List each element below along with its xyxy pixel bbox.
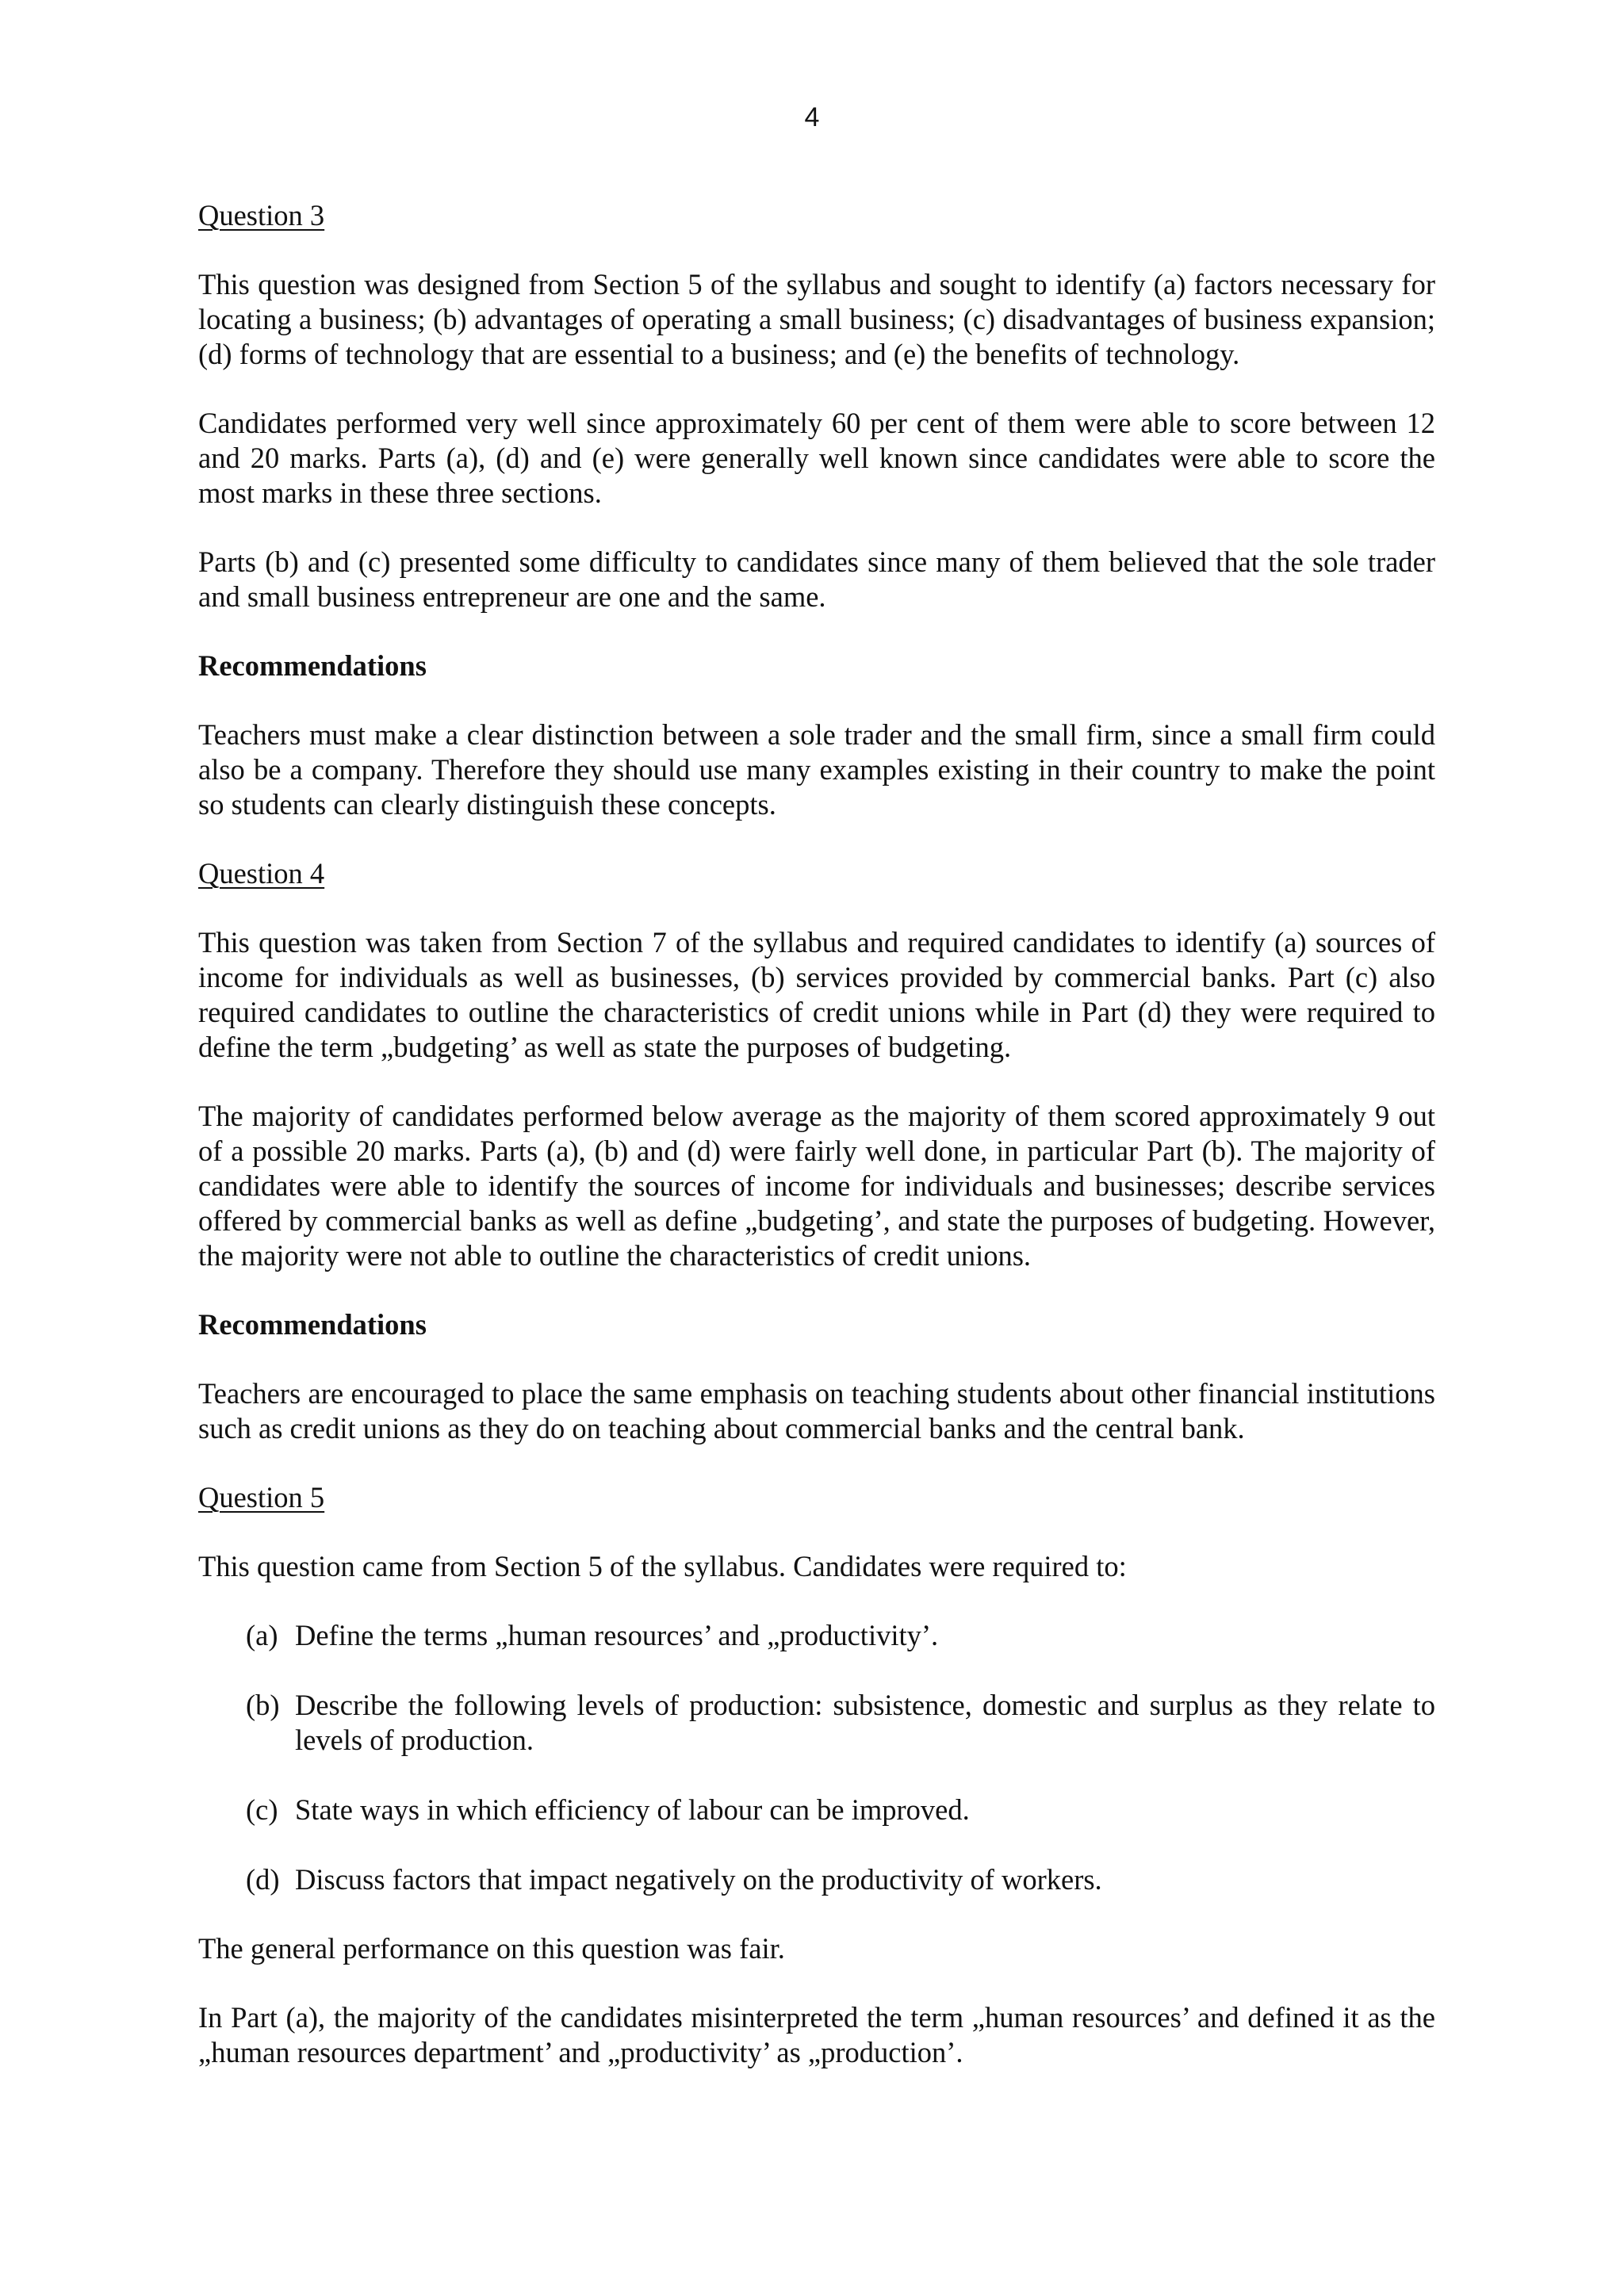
question-3-recommendations-text: Teachers must make a clear distinction between a sole trader and the small firm, since a small firm could also be a company. Therefore they should use many examples existing in their country to make the point so students can clearly distinguish these concepts. [198,718,1435,821]
question-5-heading: Question 5 [198,1481,325,1513]
question-5-paragraph-1: The general performance on this question was fair. [198,1932,785,1965]
list-item [198,1688,1435,1758]
question-4-recommendations-heading: Recommendations [198,1308,427,1341]
list-item-text: Discuss factors that impact negatively on the productivity of workers. [295,1863,1102,1896]
question-3-paragraph-2: Candidates performed very well since approximately 60 per cent of them were able to score between 12 and 20 marks. Parts (a), (d) and (e) were generally well known since candidates were able to score the most marks in these three sections. [198,407,1435,509]
page-number: 4 [804,102,820,132]
question-3-recommendations-heading: Recommendations [198,649,427,682]
list-item-marker: (b) [246,1689,280,1721]
question-4-paragraph-1: This question was taken from Section 7 of the syllabus and required candidates to identify (a) sources of income for individuals as well as businesses, (b) services provided by commercial banks. Part (c) also required candidates to outline the characteristics of credit unions while in Part (d) they were required to define the term „budgeting’ as well as state the purposes of budgeting. [198,926,1435,1063]
question-4-recommendations-text: Teachers are encouraged to place the same emphasis on teaching students about other financial institutions such as credit unions as they do on teaching about commercial banks and the central bank. [198,1377,1435,1445]
document-body [198,198,1435,2104]
list-item-text: Describe the following levels of production: subsistence, domestic and surplus as they relate to levels of production. [295,1689,1435,1756]
question-4-paragraph-2: The majority of candidates performed below average as the majority of them scored approximately 9 out of a possible 20 marks. Parts (a), (b) and (d) were fairly well done, in particular Part (b). The majority of candidates were able to identify the sources of income for individuals and businesses; describe services offered by commercial banks as well as define „budgeting’, and state the purposes of budgeting. However, the majority were not able to outline the characteristics of credit unions. [198,1100,1435,1272]
list-item-marker: (c) [246,1793,278,1826]
question-5-paragraph-2: In Part (a), the majority of the candidates misinterpreted the term „human resources’ and defined it as the „human resources department’ and „productivity’ as „production’. [198,2001,1435,2068]
list-item-text: State ways in which efficiency of labour can be improved. [295,1793,970,1826]
question-3-paragraph-1: This question was designed from Section 5 of the syllabus and sought to identify (a) factors necessary for locating a business; (b) advantages of operating a small business; (c) disadvantages of business expansion; (d) forms of technology that are essential to a business; and (e) the benefits of technology. [198,268,1435,370]
question-5-intro: This question came from Section 5 of the syllabus. Candidates were required to: [198,1550,1127,1582]
list-item-text: Define the terms „human resources’ and „productivity’. [295,1619,939,1651]
question-4-heading: Question 4 [198,857,325,890]
question-5-requirements-list [198,1618,1435,1897]
list-item [198,1618,1435,1653]
list-item [198,1862,1435,1897]
list-item-marker: (a) [246,1619,278,1651]
question-3-paragraph-3: Parts (b) and (c) presented some difficulty to candidates since many of them believed that the sole trader and small business entrepreneur are one and the same. [198,545,1435,613]
list-item-marker: (d) [246,1863,280,1896]
question-3-heading: Question 3 [198,199,325,232]
list-item [198,1793,1435,1827]
